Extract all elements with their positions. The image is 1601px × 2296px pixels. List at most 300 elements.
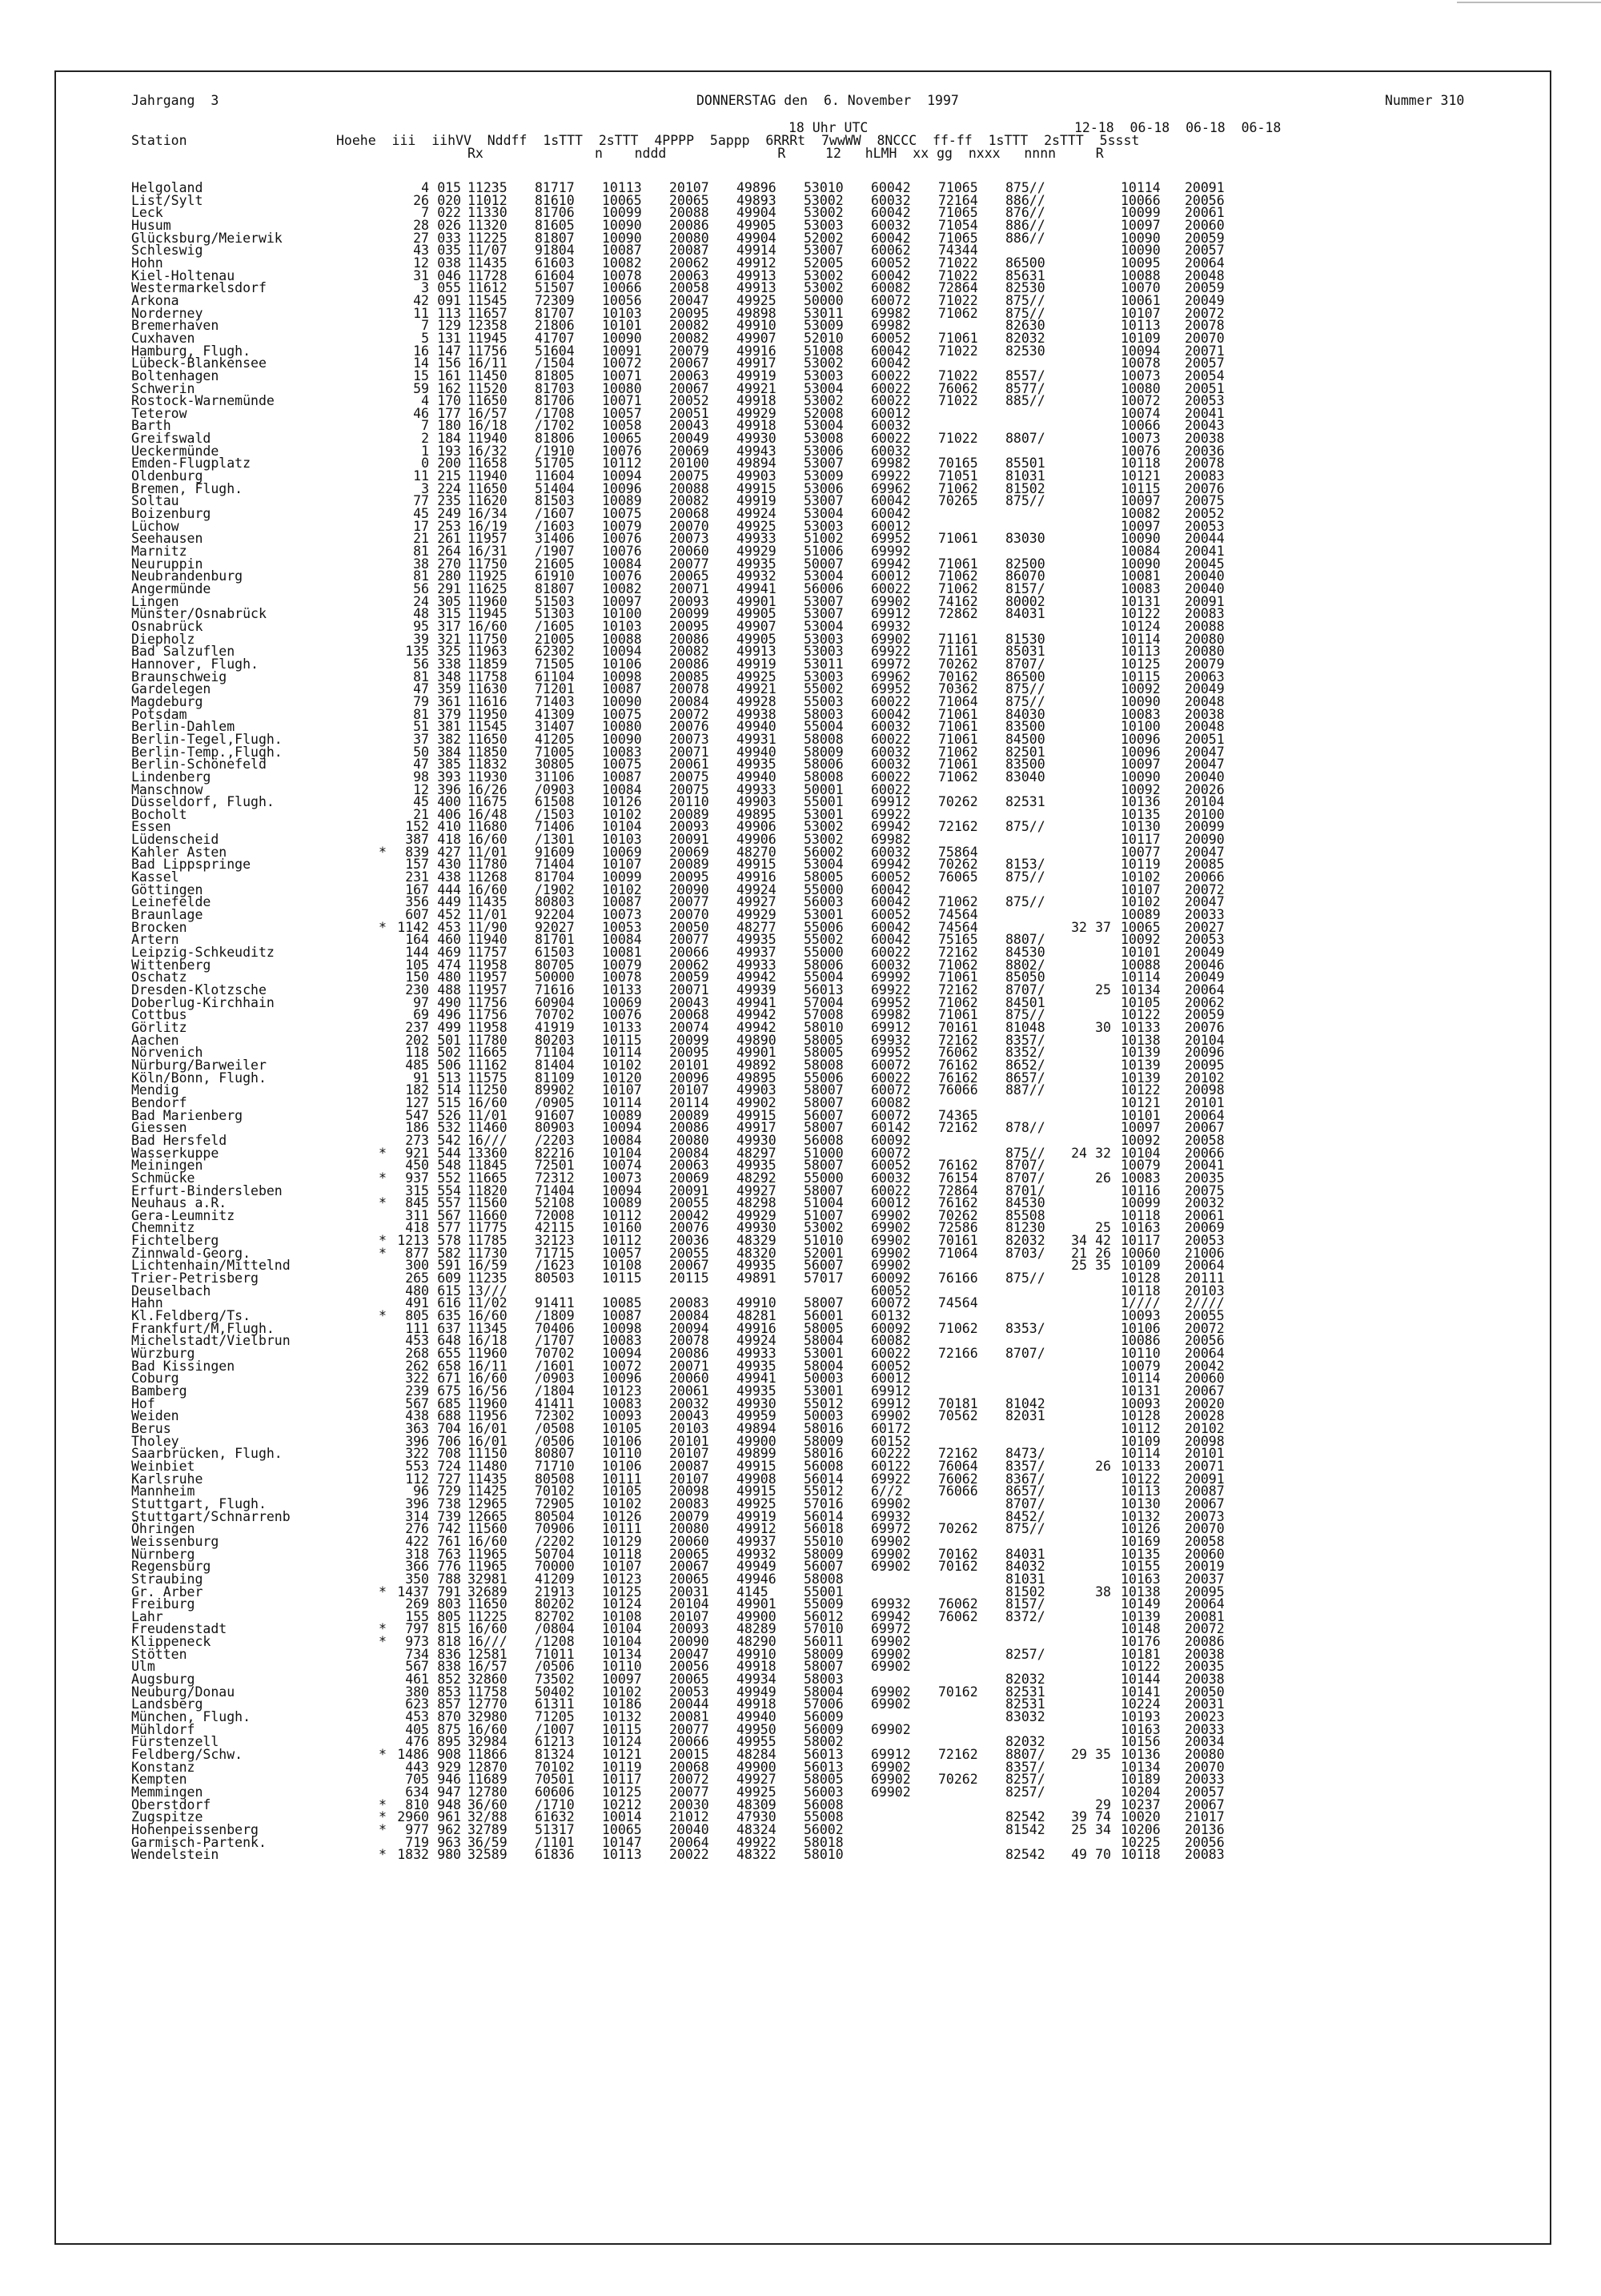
group-nddff: 81704: [535, 869, 575, 885]
group-06-18-2sttt: 20102: [1185, 1070, 1225, 1086]
mountain-marker: [371, 1485, 394, 1498]
group-1sttt: 10129: [602, 1533, 642, 1549]
group-7wwww: [932, 1799, 999, 1812]
group-nddff: 61213: [535, 1734, 575, 1750]
station-height: 973: [405, 1634, 429, 1650]
group-2sttt: 20074: [669, 1019, 709, 1035]
station-name: Leinefelde: [131, 894, 211, 910]
station-height: 14: [413, 355, 429, 371]
group-06-18-1sttt: 10093: [1121, 1308, 1161, 1324]
group-06-18-1sttt: 10156: [1121, 1734, 1161, 1750]
gust-gg: [1087, 483, 1111, 496]
gust-ff: [1066, 1648, 1087, 1661]
station-height: 239: [405, 1383, 429, 1399]
station-name: Bremerhaven: [131, 318, 219, 334]
mountain-marker: [371, 721, 394, 733]
group-5appp: 55006: [804, 1070, 844, 1086]
mountain-marker: *: [379, 1145, 387, 1161]
group-06-18-2sttt: 20038: [1185, 1646, 1225, 1662]
group-06-18-2sttt: 20041: [1185, 1158, 1225, 1174]
group-7wwww: [932, 1811, 999, 1824]
mountain-marker: [371, 1660, 394, 1673]
group-1sttt: 10075: [602, 757, 642, 773]
group-2sttt: 20080: [669, 230, 709, 246]
gust-gg: [1087, 207, 1111, 219]
station-id: 815: [437, 1621, 461, 1637]
group-nddff: 51507: [535, 280, 575, 296]
group-4pppp: 49905: [736, 217, 776, 233]
group-6rrrt: 60012: [871, 518, 911, 534]
group-iihvv: 11650: [467, 731, 508, 747]
group-8nccc: 82031: [1005, 1408, 1045, 1424]
gust-ff: [1066, 971, 1087, 984]
station-height: 363: [405, 1420, 429, 1436]
group-06-18-2sttt: 20083: [1185, 1847, 1225, 1863]
gust-ff: [1066, 545, 1087, 558]
group-06-18-2sttt: 20083: [1185, 468, 1225, 484]
station-name: Meiningen: [131, 1158, 203, 1174]
group-8nccc: [999, 833, 1066, 846]
group-06-18-1sttt: 10065: [1121, 919, 1161, 935]
group-iihvv: 16/18: [467, 418, 508, 434]
group-4pppp: 49915: [736, 480, 776, 496]
station-name: Rostock-Warnemünde: [131, 393, 275, 409]
group-7wwww: 71062: [938, 480, 978, 496]
group-5appp: 55002: [804, 681, 844, 697]
group-4pppp: 49932: [736, 1546, 776, 1562]
gust-gg: 42: [1095, 1233, 1111, 1249]
group-nddff: /0903: [535, 781, 575, 797]
group-4pppp: 49929: [736, 544, 776, 560]
group-5appp: 56007: [804, 1258, 844, 1274]
group-06-18-1sttt: 10141: [1121, 1684, 1161, 1700]
group-06-18-2sttt: 20046: [1185, 957, 1225, 973]
group-iihvv: 12965: [467, 1495, 508, 1511]
group-1sttt: 10065: [602, 1821, 642, 1837]
group-2sttt: 20068: [669, 1759, 709, 1775]
group-4pppp: 48270: [736, 844, 776, 860]
group-nddff: /1607: [535, 506, 575, 522]
group-8nccc: 82542: [1005, 1847, 1045, 1863]
group-06-18-2sttt: 20041: [1185, 405, 1225, 421]
group-iihvv: 11780: [467, 857, 508, 873]
station-id: 506: [437, 1057, 461, 1073]
group-06-18-1sttt: 10114: [1121, 969, 1161, 985]
station-name: Saarbrücken, Flugh.: [131, 1446, 283, 1462]
group-1sttt: 10089: [602, 1107, 642, 1123]
group-1sttt: 10103: [602, 618, 642, 634]
group-5appp: 53002: [804, 267, 844, 283]
station-height: 16: [413, 343, 429, 359]
station-id: 055: [437, 280, 461, 296]
group-7wwww: 74344: [938, 243, 978, 259]
group-2sttt: 20061: [669, 1383, 709, 1399]
group-2sttt: 20084: [669, 1145, 709, 1161]
group-2sttt: 20086: [669, 1346, 709, 1362]
group-1sttt: 10124: [602, 1596, 642, 1612]
group-6rrrt: 69982: [871, 305, 911, 321]
mountain-marker: [371, 971, 394, 984]
group-1sttt: 10123: [602, 1383, 642, 1399]
group-2sttt: 20044: [669, 1696, 709, 1712]
group-5appp: 55008: [804, 1809, 844, 1825]
group-nddff: 91411: [535, 1295, 575, 1311]
group-2sttt: 20073: [669, 731, 709, 747]
group-nddff: 21605: [535, 556, 575, 572]
gust-ff: [1066, 307, 1087, 320]
group-5appp: 58016: [804, 1420, 844, 1436]
group-7wwww: 72864: [938, 280, 978, 296]
station-height: 839: [405, 844, 429, 860]
gust-ff: [1066, 508, 1087, 520]
group-1sttt: 10080: [602, 380, 642, 396]
station-height: 315: [405, 1182, 429, 1198]
group-5appp: 57010: [804, 1621, 844, 1637]
group-06-18-1sttt: 10109: [1121, 330, 1161, 346]
group-5appp: 58010: [804, 1847, 844, 1863]
gust-ff: [1066, 884, 1087, 897]
gust-ff: [1066, 1210, 1087, 1222]
station-id: 788: [437, 1571, 461, 1587]
station-id: 738: [437, 1495, 461, 1511]
group-1sttt: 10125: [602, 1584, 642, 1600]
group-nddff: 91607: [535, 1107, 575, 1123]
group-1sttt: 10080: [602, 719, 642, 735]
mountain-marker: [371, 445, 394, 458]
group-iihvv: 11658: [467, 456, 508, 472]
station-name: Freiburg: [131, 1596, 195, 1612]
group-6rrrt: 69992: [871, 969, 911, 985]
mountain-marker: [371, 1460, 394, 1473]
group-nddff: 71715: [535, 1245, 575, 1261]
gust-gg: [1087, 1272, 1111, 1285]
group-2sttt: 20066: [669, 945, 709, 961]
gust-gg: [1087, 345, 1111, 358]
mountain-marker: [371, 671, 394, 684]
group-iihvv: 11320: [467, 217, 508, 233]
group-6rrrt: 60012: [871, 1371, 911, 1387]
group-2sttt: 20090: [669, 881, 709, 897]
group-iihvv: 16/01: [467, 1433, 508, 1449]
station-height: 845: [405, 1195, 429, 1211]
gust-gg: [1087, 1724, 1111, 1736]
station-id: 180: [437, 418, 461, 434]
group-8nccc: [999, 1360, 1066, 1373]
group-nddff: /0804: [535, 1621, 575, 1637]
mountain-marker: [371, 282, 394, 295]
mountain-marker: [371, 1560, 394, 1573]
group-1sttt: 10084: [602, 1132, 642, 1148]
group-4pppp: 49937: [736, 945, 776, 961]
station-id: 438: [437, 869, 461, 885]
group-06-18-1sttt: 10096: [1121, 744, 1161, 760]
gust-ff: [1066, 846, 1087, 859]
group-iihvv: 11756: [467, 994, 508, 1010]
group-06-18-2sttt: 20081: [1185, 1608, 1225, 1624]
station-height: 39: [413, 631, 429, 647]
mountain-marker: [371, 345, 394, 358]
mountain-marker: *: [379, 1170, 387, 1186]
gust-ff: [1066, 1410, 1087, 1423]
group-1sttt: 10082: [602, 581, 642, 596]
group-8nccc: 82531: [1005, 794, 1045, 810]
gust-gg: 74: [1095, 1809, 1111, 1825]
group-nddff: /1208: [535, 1634, 575, 1650]
station-height: 230: [405, 982, 429, 997]
group-5appp: 55010: [804, 1533, 844, 1549]
group-8nccc: 82032: [1005, 1672, 1045, 1688]
group-nddff: 51303: [535, 606, 575, 622]
group-nddff: /1708: [535, 405, 575, 421]
group-5appp: 53008: [804, 431, 844, 447]
group-6rrrt: 69902: [871, 1659, 911, 1675]
group-iihvv: 11956: [467, 1408, 508, 1424]
group-iihvv: 11957: [467, 969, 508, 985]
group-1sttt: 10087: [602, 769, 642, 785]
group-4pppp: 49933: [736, 781, 776, 797]
group-1sttt: 10102: [602, 1684, 642, 1700]
group-1sttt: 10120: [602, 1070, 642, 1086]
group-06-18-1sttt: 10080: [1121, 380, 1161, 396]
group-7wwww: 71022: [938, 255, 978, 271]
gust-ff: [1066, 1046, 1087, 1059]
station-id: 685: [437, 1395, 461, 1411]
station-id: 490: [437, 994, 461, 1010]
gust-ff: [1066, 1660, 1087, 1673]
station-name: Göttingen: [131, 881, 203, 897]
mountain-marker: [371, 432, 394, 445]
gust-ff: [1066, 520, 1087, 533]
group-6rrrt: 60042: [871, 919, 911, 935]
station-name: Stuttgart/Schnarrenb: [131, 1508, 291, 1524]
group-4pppp: 49916: [736, 869, 776, 885]
group-06-18-1sttt: 10093: [1121, 1395, 1161, 1411]
group-8nccc: 875//: [1005, 693, 1045, 709]
group-4pppp: 49925: [736, 292, 776, 308]
group-6rrrt: 60042: [871, 493, 911, 509]
group-nddff: 81610: [535, 192, 575, 208]
station-name: Schleswig: [131, 243, 203, 259]
station-height: 56: [413, 656, 429, 672]
group-6rrrt: 69942: [871, 1608, 911, 1624]
group-8nccc: 80002: [1005, 593, 1045, 609]
station-name: Landsberg: [131, 1696, 203, 1712]
group-iihvv: 11560: [467, 1195, 508, 1211]
group-8nccc: 8577/: [1005, 380, 1045, 396]
group-8nccc: 8703/: [1005, 1245, 1045, 1261]
station-id: 852: [437, 1672, 461, 1688]
station-name: Düsseldorf, Flugh.: [131, 794, 275, 810]
group-nddff: 32123: [535, 1233, 575, 1249]
group-iihvv: 11675: [467, 794, 508, 810]
group-06-18-2sttt: 20091: [1185, 1471, 1225, 1487]
group-iihvv: 11150: [467, 1446, 508, 1462]
group-7wwww: 72864: [938, 1182, 978, 1198]
group-nddff: /2203: [535, 1132, 575, 1148]
group-5appp: 51000: [804, 1145, 844, 1161]
group-iihvv: 32/88: [467, 1809, 508, 1825]
group-4pppp: 49933: [736, 1346, 776, 1362]
group-06-18-2sttt: 20048: [1185, 719, 1225, 735]
gust-gg: 29: [1095, 1796, 1111, 1812]
group-1sttt: 10104: [602, 819, 642, 835]
group-06-18-2sttt: 20083: [1185, 606, 1225, 622]
group-1sttt: 10102: [602, 1057, 642, 1073]
group-6rrrt: 69912: [871, 606, 911, 622]
group-06-18-2sttt: 20073: [1185, 1508, 1225, 1524]
gust-gg: [1087, 733, 1111, 746]
group-06-18-2sttt: 20060: [1185, 1546, 1225, 1562]
group-2sttt: 20070: [669, 518, 709, 534]
station-height: 91: [413, 1070, 429, 1086]
group-4pppp: 49892: [736, 1057, 776, 1073]
group-06-18-2sttt: 20053: [1185, 932, 1225, 948]
group-2sttt: 20043: [669, 418, 709, 434]
group-06-18-2sttt: 20044: [1185, 531, 1225, 547]
gust-gg: [1087, 357, 1111, 370]
gust-ff: [1066, 370, 1087, 383]
group-06-18-2sttt: 20088: [1185, 618, 1225, 634]
group-06-18-2sttt: 20035: [1185, 1170, 1225, 1186]
group-1sttt: 10094: [602, 1182, 642, 1198]
station-id: 488: [437, 982, 461, 997]
group-iihvv: 11660: [467, 1207, 508, 1223]
gust-ff: [1066, 733, 1087, 746]
group-1sttt: 10099: [602, 205, 642, 221]
mountain-marker: *: [379, 1308, 387, 1324]
station-id: 729: [437, 1483, 461, 1499]
gust-gg: [1087, 1673, 1111, 1686]
group-7wwww: 70181: [938, 1395, 978, 1411]
group-4pppp: 48329: [736, 1233, 776, 1249]
gust-gg: [1087, 545, 1111, 558]
group-06-18-2sttt: 20033: [1185, 1772, 1225, 1788]
group-5appp: 53009: [804, 318, 844, 334]
group-1sttt: 10101: [602, 318, 642, 334]
group-8nccc: 81530: [1005, 631, 1045, 647]
gust-gg: [1087, 1711, 1111, 1724]
group-iihvv: 11940: [467, 932, 508, 948]
group-06-18-2sttt: 20054: [1185, 367, 1225, 383]
gust-gg: [1087, 933, 1111, 946]
group-06-18-2sttt: 20064: [1185, 255, 1225, 271]
group-6rrrt: 60042: [871, 205, 911, 221]
mountain-marker: [371, 470, 394, 483]
gust-ff: [1066, 1022, 1087, 1034]
mountain-marker: [371, 884, 394, 897]
station-name: Neubrandenburg: [131, 568, 243, 584]
mountain-marker: [371, 1385, 394, 1398]
group-06-18-2sttt: 20067: [1185, 1120, 1225, 1136]
group-iihvv: 16/11: [467, 1358, 508, 1374]
station-height: 155: [405, 1608, 429, 1624]
station-id: 557: [437, 1195, 461, 1211]
station-name: Potsdam: [131, 706, 187, 722]
group-1sttt: 10118: [602, 1546, 642, 1562]
station-height: 797: [405, 1621, 429, 1637]
group-2sttt: 20050: [669, 919, 709, 935]
group-2sttt: 20091: [669, 832, 709, 848]
gust-gg: [1087, 1623, 1111, 1636]
group-2sttt: 20040: [669, 1821, 709, 1837]
group-06-18-1sttt: 10122: [1121, 1082, 1161, 1098]
group-iihvv: 32984: [467, 1734, 508, 1750]
group-6rrrt: 60052: [871, 1282, 911, 1299]
group-7wwww: 76062: [938, 1608, 978, 1624]
station-name: Mannheim: [131, 1483, 195, 1499]
group-06-18-2sttt: 21006: [1185, 1245, 1225, 1261]
group-nddff: 21005: [535, 631, 575, 647]
group-8nccc: 84501: [1005, 994, 1045, 1010]
group-06-18-1sttt: 10128: [1121, 1408, 1161, 1424]
station-id: 280: [437, 568, 461, 584]
station-name: Bad Salzuflen: [131, 644, 235, 660]
group-iihvv: 11965: [467, 1546, 508, 1562]
group-iihvv: 16/60: [467, 832, 508, 848]
group-8nccc: 82032: [1005, 330, 1045, 346]
mountain-marker: *: [379, 1821, 387, 1837]
group-5appp: 53006: [804, 480, 844, 496]
group-4pppp: 49930: [736, 1395, 776, 1411]
station-height: 15: [413, 367, 429, 383]
group-7wwww: [932, 1372, 999, 1385]
group-iihvv: 11780: [467, 1032, 508, 1048]
group-4pppp: 49894: [736, 456, 776, 472]
group-06-18-2sttt: 20040: [1185, 568, 1225, 584]
group-06-18-1sttt: 10136: [1121, 794, 1161, 810]
station-name: Braunlage: [131, 907, 203, 923]
gust-gg: [1087, 295, 1111, 307]
group-06-18-2sttt: 20049: [1185, 292, 1225, 308]
group-06-18-1sttt: 10176: [1121, 1634, 1161, 1650]
group-iihvv: 11657: [467, 305, 508, 321]
group-nddff: 70702: [535, 1346, 575, 1362]
mountain-marker: [371, 1398, 394, 1411]
gust-gg: [1087, 1310, 1111, 1323]
group-7wwww: 72586: [938, 1220, 978, 1236]
station-name: Oschatz: [131, 969, 187, 985]
station-height: 95: [413, 618, 429, 634]
station-height: 719: [405, 1834, 429, 1850]
gust-ff: [1066, 1460, 1087, 1473]
station-row: [131, 1848, 1239, 1861]
mountain-marker: [371, 244, 394, 257]
group-06-18-1sttt: 10073: [1121, 367, 1161, 383]
group-6rrrt: 60042: [871, 894, 911, 910]
group-7wwww: [932, 407, 999, 420]
station-name: Hof: [131, 1395, 155, 1411]
group-2sttt: 20077: [669, 1721, 709, 1737]
group-6rrrt: 6//2: [871, 1483, 903, 1499]
group-4pppp: 49896: [736, 180, 776, 195]
station-column-header: Station: [131, 133, 187, 148]
station-height: 48: [413, 606, 429, 622]
mountain-marker: [371, 1072, 394, 1085]
group-5appp: 53007: [804, 243, 844, 259]
station-id: 648: [437, 1333, 461, 1349]
group-8nccc: 82531: [1005, 1696, 1045, 1712]
group-6rrrt: 60022: [871, 1346, 911, 1362]
mountain-marker: [371, 946, 394, 959]
group-2sttt: 20081: [669, 1709, 709, 1725]
group-nddff: /1101: [535, 1834, 575, 1850]
station-name: Nürburg/Barweiler: [131, 1057, 267, 1073]
group-4pppp: 49908: [736, 1471, 776, 1487]
station-height: 3: [421, 280, 429, 296]
station-id: 724: [437, 1458, 461, 1474]
group-5appp: 56018: [804, 1521, 844, 1537]
station-height: 269: [405, 1596, 429, 1612]
